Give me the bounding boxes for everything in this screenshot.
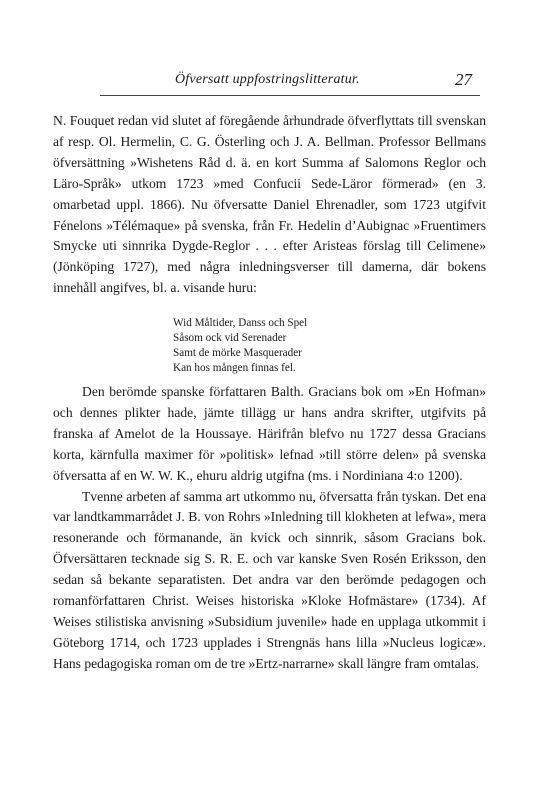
page-number: 27 [455, 70, 472, 89]
paragraph-2: Den berömde spanske författaren Balth. Gracians bok om »En Hofman» och dennes plikter hade, jämte tillägg ur hans andra skrifter, utgifvits på franska af Amelot de la Houssaye. Härifrån blefvo nu 1727 dessa Gracians korta, kärnfulla maximer för »politisk» lefnad »till större delen» på svenska öfversatta af en W. W. K., ehuru aldrig utgifna (ms. i Nordiniana 4:o 1200). [53, 384, 486, 483]
page-header [100, 72, 480, 94]
paragraph-1: N. Fouquet redan vid slutet af föregående århundrade öfverflyttats till svenskan af resp. Ol. Hermelin, C. G. Österling och J. A. Bellman. Professor Bellmans öfversättning »Wishetens Råd d. ä. en kort Summa af Salomons Reglor och Läro-Språk» utkom 1723 »med Confucii Sede-Läror förmerad» (en 3. omarbetad uppl. 1866). Nu öfversatte Daniel Ehrenadler, som 1723 utgifvit Fénelons »Télémaque» på svenska, från Fr. Hedelin d’Aubignac »Fruentimers Smycke uti sinnrika Dygde-Reglor . . . efter Aristeas förslag till Celimene» (Jönköping 1727), med några inledningsverser till damerna, där bokens innehåll angifves, bl. a. visande huru: [53, 113, 486, 296]
poem-line: Wid Måltider, Danss och Spel [173, 317, 308, 329]
header-rule [100, 95, 480, 96]
body-text-top [53, 111, 486, 299]
poem-line: Såsom ock vid Serenader [173, 332, 287, 344]
body-text-bottom [53, 382, 486, 675]
poem-line: Kan hos mången finnas fel. [173, 362, 296, 374]
poem-line: Samt de mörke Masquerader [173, 347, 302, 359]
poem-quote [173, 316, 373, 376]
paragraph-3: Tvenne arbeten af samma art utkommo nu, öfversatta från tyskan. Det ena var landtkammarrådet J. B. von Rohrs »Inledning till klokheten at lefwa», mera resonerande och förmanande, än kvick och sinnrik, såsom Gracians bok. Öfversättaren tecknade sig S. R. E. och var kanske Sven Rosén Eriksson, den sedan så bekante separatisten. Det andra var den berömde pedagogen och romanförfattaren Christ. Weises historiska »Kloke Hofmästare» (1734). Af Weises stilistiska anvisning »Subsidium juvenile» hade en upplaga utkommit i Göteborg 1714, och 1723 upplades i Strengnäs hans lilla »Nucleus logicæ». Hans pedagogiska roman om de tre »Ertz-narrarne» skall längre fram omtalas. [53, 488, 486, 671]
running-title: Öfversatt uppfostringslitteratur. [175, 72, 360, 87]
